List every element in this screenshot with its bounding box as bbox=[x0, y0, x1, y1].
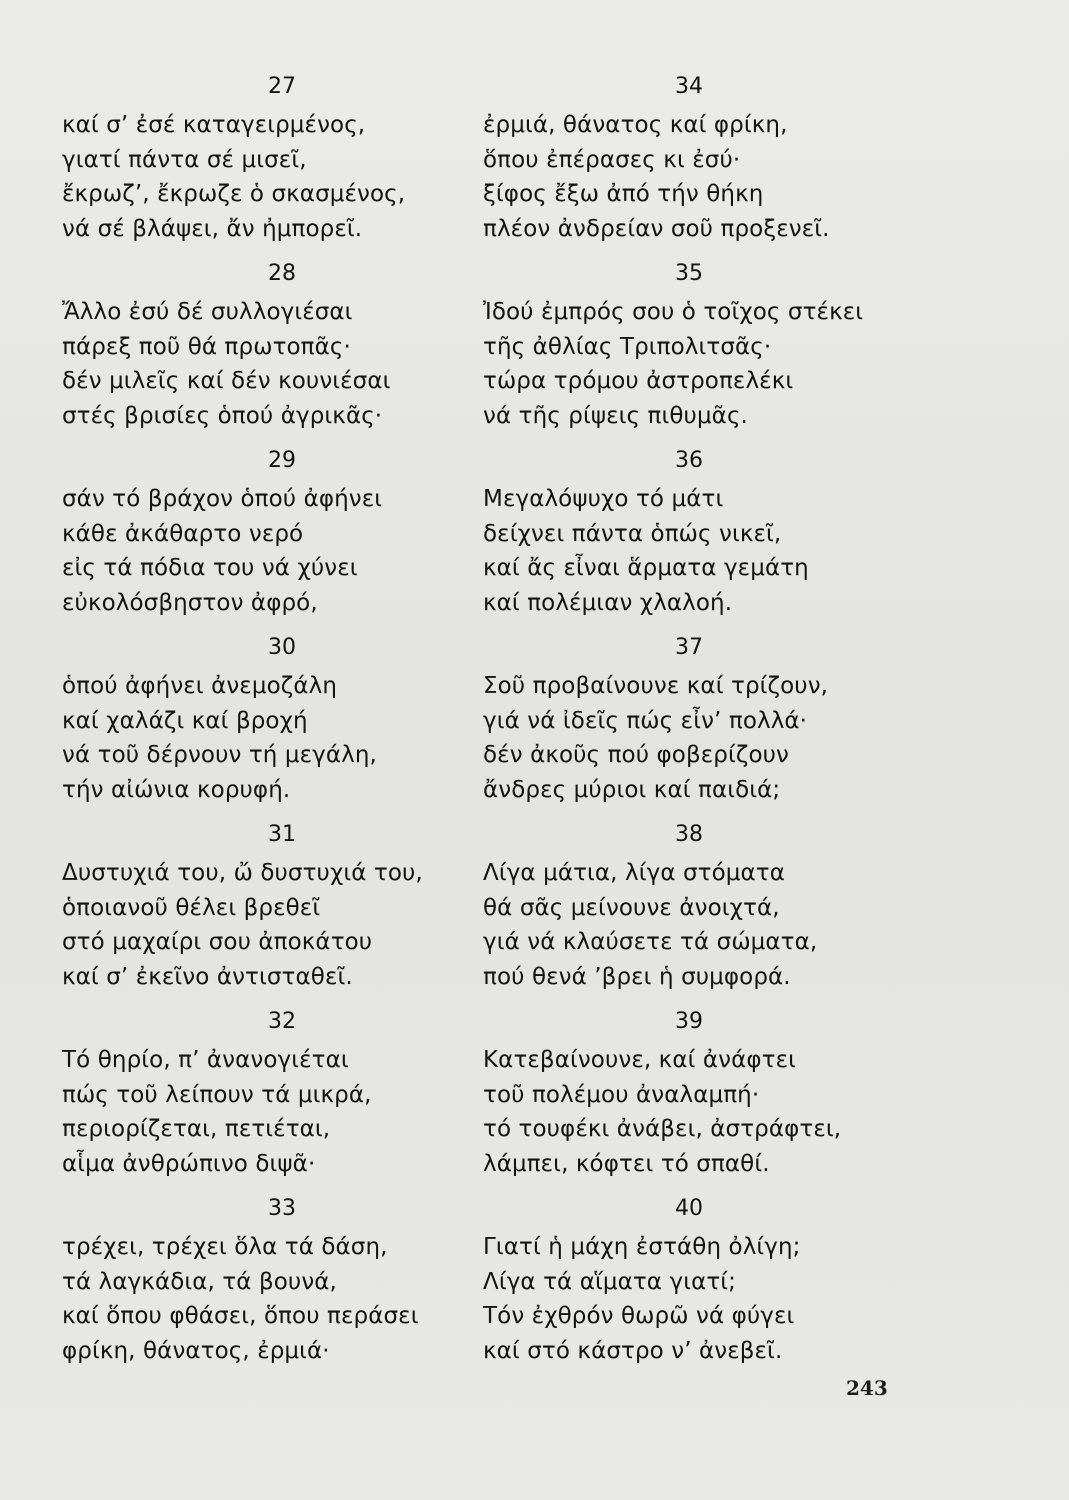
stanza-number: 29 bbox=[268, 448, 296, 473]
stanza bbox=[62, 259, 532, 446]
verse-line: τοῦ πολέμου ἀναλαμπή· bbox=[483, 1081, 760, 1108]
verse-line: πώς τοῦ λείπουν τά μικρά, bbox=[62, 1081, 372, 1108]
verse-line: σάν τό βράχον ὁπού ἀφήνει bbox=[62, 486, 383, 512]
verse-line: ὁπού ἀφήνει ἀνεμοζάλη bbox=[62, 673, 338, 699]
verse-line: Ἄλλο ἐσύ δέ συλλογιέσαι bbox=[62, 299, 353, 325]
verse-line: Μεγαλόψυχο τό μάτι bbox=[483, 486, 724, 512]
verse-line: δέν μιλεῖς καί δέν κουνιέσαι bbox=[62, 368, 391, 394]
verse-line: Σοῦ προβαίνουνε καί τρίζουν, bbox=[483, 673, 829, 699]
stanza bbox=[483, 72, 953, 259]
stanza bbox=[62, 633, 532, 820]
stanza bbox=[483, 633, 953, 820]
verse-line: γιά νά κλαύσετε τά σώματα, bbox=[483, 929, 818, 955]
verse-line: κάθε ἀκάθαρτο νερό bbox=[62, 520, 304, 547]
verse-line: καί χαλάζι καί βροχή bbox=[62, 707, 308, 734]
verse-line: θά σᾶς μείνουνε ἀνοιχτά, bbox=[483, 894, 780, 921]
verse-line: καί σ’ ἐσέ καταγειρμένος, bbox=[62, 112, 366, 138]
verse-line: ἄνδρες μύριοι καί παιδιά; bbox=[483, 776, 781, 803]
stanza bbox=[62, 446, 532, 633]
verse-line: Κατεβαίνουνε, καί ἀνάφτει bbox=[483, 1047, 796, 1073]
verse-line: ξίφος ἔξω ἀπό τήν θήκη bbox=[483, 181, 764, 207]
verse-line: τώρα τρόμου ἀστροπελέκι bbox=[483, 368, 794, 394]
stanza bbox=[62, 1007, 532, 1194]
verse-line: αἷμα ἀνθρώπινο διψᾶ· bbox=[62, 1150, 316, 1177]
stanza bbox=[483, 820, 953, 1007]
stanza-number: 32 bbox=[268, 1009, 296, 1034]
stanza-number: 36 bbox=[675, 448, 703, 473]
verse-line: πάρεξ ποῦ θά πρωτοπᾶς· bbox=[62, 333, 351, 360]
verse-line: δέν ἀκοῦς πού φοβερίζουν bbox=[483, 742, 789, 768]
stanza-number: 34 bbox=[675, 74, 703, 99]
verse-line: Λίγα μάτια, λίγα στόματα bbox=[483, 860, 785, 886]
verse-line: Δυστυχιά του, ὤ δυστυχιά του, bbox=[62, 860, 423, 886]
stanza-number: 27 bbox=[268, 74, 296, 99]
verse-line: καί ἄς εἶναι ἅρματα γεμάτη bbox=[483, 555, 809, 581]
stanza-number: 40 bbox=[675, 1196, 703, 1221]
verse-line: Λίγα τά αἵματα γιατί; bbox=[483, 1268, 737, 1295]
verse-line: γιά νά ἰδεῖς πώς εἶν’ πολλά· bbox=[483, 707, 808, 734]
verse-line: περιορίζεται, πετιέται, bbox=[62, 1116, 331, 1142]
page-number: 243 bbox=[846, 1376, 888, 1400]
stanza bbox=[483, 259, 953, 446]
verse-line: Ἰδού ἐμπρός σου ὁ τοῖχος στέκει bbox=[483, 299, 864, 325]
stanza-number: 33 bbox=[268, 1196, 296, 1221]
verse-line: εὐκολόσβηστον ἀφρό, bbox=[62, 589, 318, 616]
verse-line: Τόν ἐχθρόν θωρῶ νά φύγει bbox=[483, 1303, 795, 1329]
stanza-number: 39 bbox=[675, 1009, 703, 1034]
verse-line: Γιατί ἡ μάχη ἐστάθη ὀλίγη; bbox=[483, 1234, 801, 1260]
stanza bbox=[483, 446, 953, 633]
verse-line: τρέχει, τρέχει ὅλα τά δάση, bbox=[62, 1234, 388, 1260]
verse-line: ὅπου ἐπέρασες κι ἐσύ· bbox=[483, 146, 741, 173]
verse-line: πλέον ἀνδρείαν σοῦ προξενεῖ. bbox=[483, 215, 830, 242]
stanza bbox=[483, 1194, 953, 1381]
verse-line: καί στό κάστρο ν’ ἀνεβεῖ. bbox=[483, 1337, 783, 1364]
verse-line: γιατί πάντα σέ μισεῖ, bbox=[62, 146, 307, 173]
stanza-number: 30 bbox=[268, 635, 296, 660]
stanza bbox=[62, 72, 532, 259]
stanza-number: 31 bbox=[268, 822, 296, 847]
verse-line: τό τουφέκι ἀνάβει, ἀστράφτει, bbox=[483, 1116, 842, 1142]
verse-line: πού θενά ’βρει ἡ συμφορά. bbox=[483, 963, 791, 990]
verse-line: εἰς τά πόδια του νά χύνει bbox=[62, 555, 358, 581]
stanza-number: 35 bbox=[675, 261, 703, 286]
stanza bbox=[483, 1007, 953, 1194]
stanza bbox=[62, 820, 532, 1007]
stanza-number: 38 bbox=[675, 822, 703, 847]
verse-line: δείχνει πάντα ὁπώς νικεῖ, bbox=[483, 520, 782, 547]
verse-line: καί ὅπου φθάσει, ὅπου περάσει bbox=[62, 1303, 419, 1329]
verse-line: νά τῆς ρίψεις πιθυμᾶς. bbox=[483, 402, 748, 429]
verse-line: καί πολέμιαν χλαλοή. bbox=[483, 589, 733, 616]
verse-line: τά λαγκάδια, τά βουνά, bbox=[62, 1268, 337, 1295]
verse-line: νά τοῦ δέρνουν τή μεγάλη, bbox=[62, 742, 377, 768]
stanza-number: 28 bbox=[268, 261, 296, 286]
verse-line: στές βρισίες ὁπού ἀγρικᾶς· bbox=[62, 402, 383, 429]
verse-line: ὁποιανοῦ θέλει βρεθεῖ bbox=[62, 894, 321, 921]
stanza-number: 37 bbox=[675, 635, 703, 660]
left-column bbox=[62, 72, 532, 1381]
verse-line: στό μαχαίρι σου ἀποκάτου bbox=[62, 929, 373, 955]
right-column bbox=[483, 72, 953, 1381]
verse-line: ἐρμιά, θάνατος καί φρίκη, bbox=[483, 112, 788, 138]
verse-line: τῆς ἀθλίας Τριπολιτσᾶς· bbox=[483, 333, 772, 360]
verse-line: Τό θηρίο, π’ ἀνανογιέται bbox=[62, 1047, 349, 1073]
stanza bbox=[62, 1194, 532, 1381]
verse-line: νά σέ βλάψει, ἄν ἠμπορεῖ. bbox=[62, 215, 363, 242]
verse-line: λάμπει, κόφτει τό σπαθί. bbox=[483, 1150, 770, 1177]
verse-line: τήν αἰώνια κορυφή. bbox=[62, 776, 291, 803]
verse-line: φρίκη, θάνατος, ἐρμιά· bbox=[62, 1337, 330, 1364]
verse-line: καί σ’ ἐκεῖνο ἀντισταθεῖ. bbox=[62, 963, 353, 990]
verse-line: ἔκρωζ’, ἔκρωζε ὁ σκασμένος, bbox=[62, 181, 406, 207]
